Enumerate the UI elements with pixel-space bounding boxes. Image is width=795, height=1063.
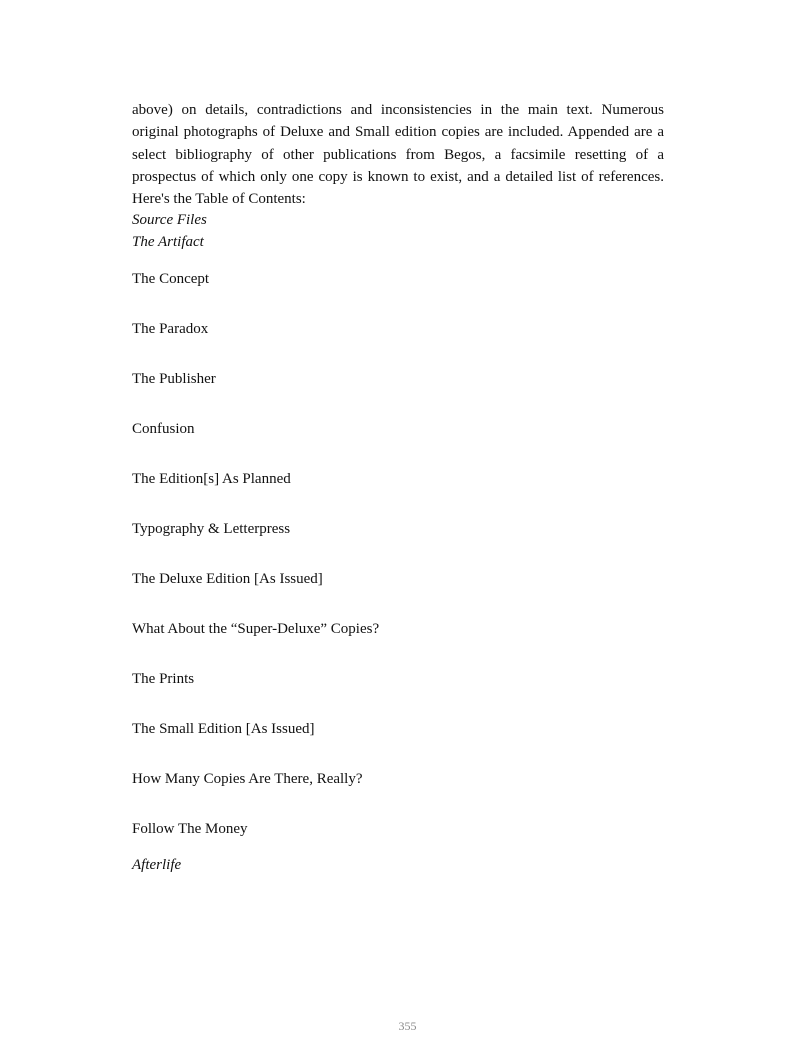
toc-item-the-paradox: The Paradox — [132, 321, 209, 337]
section-heading-the-artifact: The Artifact — [132, 234, 204, 250]
intro-paragraph: above) on details, contradictions and inconsistencies in the main text. Numerous original photographs of Deluxe and Small edition copies are included. Appended are a select bibliography of other publications from Begos, a facsimile resetting of a prospectus of which only one copy is known to exist, and a detailed list of references. Here's the Table of Contents: — [132, 102, 664, 208]
section-heading-source-files: Source Files — [132, 212, 207, 228]
toc-item-confusion: Confusion — [132, 421, 195, 437]
section-heading-afterlife: Afterlife — [132, 857, 182, 873]
toc-item-how-many-copies: How Many Copies Are There, Really? — [132, 771, 363, 787]
page-number: 355 — [398, 1019, 417, 1033]
toc-item-follow-the-money: Follow The Money — [132, 821, 248, 837]
toc-item-typography-letterpress: Typography & Letterpress — [132, 521, 291, 537]
toc-item-deluxe-edition: The Deluxe Edition [As Issued] — [132, 571, 323, 587]
toc-item-small-edition: The Small Edition [As Issued] — [132, 721, 315, 737]
toc-item-the-concept: The Concept — [132, 271, 210, 287]
toc-item-the-prints: The Prints — [132, 671, 195, 687]
toc-item-super-deluxe-copies: What About the “Super-Deluxe” Copies? — [132, 621, 380, 637]
toc-item-the-publisher: The Publisher — [132, 371, 216, 387]
toc-item-editions-as-planned: The Edition[s] As Planned — [132, 471, 291, 487]
